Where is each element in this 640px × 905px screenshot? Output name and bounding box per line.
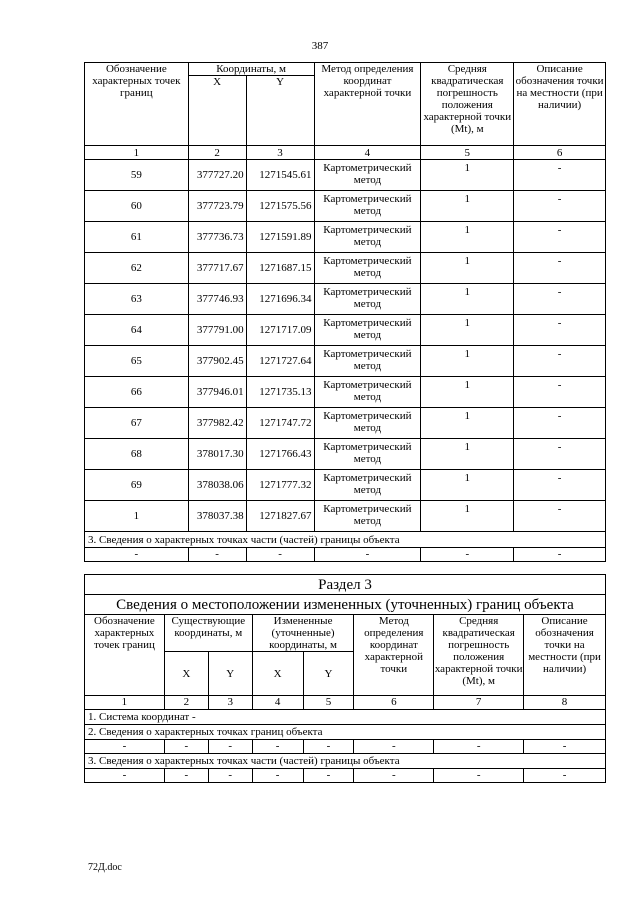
coord-x: 377902.45: [188, 346, 246, 377]
description-value: -: [514, 160, 606, 191]
method: Картометрический метод: [314, 253, 421, 284]
coord-y: 1271575.56: [246, 191, 314, 222]
coord-y: 1271545.61: [246, 160, 314, 191]
dash-cell: -: [208, 740, 252, 754]
method: Картометрический метод: [314, 501, 421, 532]
error-value: 1: [421, 408, 514, 439]
col-number: 3: [208, 696, 252, 710]
dash-cell: -: [246, 548, 314, 562]
dash-cell: -: [303, 740, 354, 754]
description-value: -: [514, 346, 606, 377]
point-number: 65: [85, 346, 189, 377]
point-number: 61: [85, 222, 189, 253]
method: Картометрический метод: [314, 315, 421, 346]
header-changed: Измененные (уточненные) координаты, м: [252, 615, 354, 652]
header-x: X: [188, 76, 246, 146]
point-number: 64: [85, 315, 189, 346]
error-value: 1: [421, 377, 514, 408]
dash-cell: -: [85, 740, 165, 754]
dash-cell: -: [524, 769, 606, 783]
coord-x: 378037.38: [188, 501, 246, 532]
dash-cell: -: [303, 769, 354, 783]
coord-y: 1271827.67: [246, 501, 314, 532]
footer-filename: 72Д.doc: [88, 862, 122, 873]
section-parts-title: 3. Сведения о характерных точках части (частей) границы объекта: [85, 532, 606, 548]
coordinates-table: [84, 62, 606, 562]
header-designation: Обозначение характерных точек границ: [85, 63, 189, 146]
dash-cell: -: [85, 769, 165, 783]
point-number: 67: [85, 408, 189, 439]
table-row: [85, 377, 606, 408]
coord-x: 377717.67: [188, 253, 246, 284]
dash-cell: -: [514, 548, 606, 562]
point-number: 68: [85, 439, 189, 470]
coord-y: 1271777.32: [246, 470, 314, 501]
col-number: 5: [303, 696, 354, 710]
coord-x: 377746.93: [188, 284, 246, 315]
section-subtitle: Сведения о местоположении измененных (уточненных) границ объекта: [85, 595, 606, 615]
method: Картометрический метод: [314, 160, 421, 191]
table-row: [85, 222, 606, 253]
dash-cell: -: [434, 740, 524, 754]
row-boundary-points: 2. Сведения о характерных точках границ объекта: [85, 725, 606, 740]
header-existing: Существующие координаты, м: [164, 615, 252, 652]
col-number: 5: [421, 146, 514, 160]
dash-cell: -: [164, 740, 208, 754]
method: Картометрический метод: [314, 377, 421, 408]
description-value: -: [514, 408, 606, 439]
coord-y: 1271717.09: [246, 315, 314, 346]
error-value: 1: [421, 315, 514, 346]
col-number: 3: [246, 146, 314, 160]
coord-x: 377736.73: [188, 222, 246, 253]
col-number: 4: [252, 696, 303, 710]
point-number: 60: [85, 191, 189, 222]
section-title: Раздел 3: [85, 575, 606, 595]
description-value: -: [514, 222, 606, 253]
method: Картометрический метод: [314, 284, 421, 315]
header-y-existing: Y: [208, 652, 252, 696]
method: Картометрический метод: [314, 222, 421, 253]
error-value: 1: [421, 191, 514, 222]
header-designation: Обозначение характерных точек границ: [85, 615, 165, 696]
method: Картометрический метод: [314, 439, 421, 470]
description-value: -: [514, 501, 606, 532]
col-number: 2: [164, 696, 208, 710]
col-number: 7: [434, 696, 524, 710]
dash-cell: -: [188, 548, 246, 562]
table-row: [85, 253, 606, 284]
dash-cell: -: [421, 548, 514, 562]
table-row: [85, 501, 606, 532]
dash-cell: -: [164, 769, 208, 783]
table-row: [85, 315, 606, 346]
method: Картометрический метод: [314, 470, 421, 501]
point-number: 63: [85, 284, 189, 315]
col-number: 1: [85, 146, 189, 160]
table-row: [85, 160, 606, 191]
description-value: -: [514, 470, 606, 501]
coord-x: 377982.42: [188, 408, 246, 439]
page-number: 387: [311, 40, 329, 52]
error-value: 1: [421, 346, 514, 377]
col-number: 4: [314, 146, 421, 160]
coord-x: 377723.79: [188, 191, 246, 222]
description-value: -: [514, 439, 606, 470]
header-description: Описание обозначения точки на местности (при наличии): [524, 615, 606, 696]
coord-y: 1271591.89: [246, 222, 314, 253]
header-description: Описание обозначения точки на местности (при наличии): [514, 63, 606, 146]
header-error: Средняя квадратическая погрешность положения характерной точки (Mt), м: [434, 615, 524, 696]
dash-cell: -: [314, 548, 421, 562]
coord-y: 1271735.13: [246, 377, 314, 408]
description-value: -: [514, 191, 606, 222]
method: Картометрический метод: [314, 346, 421, 377]
dash-cell: -: [85, 548, 189, 562]
col-number: 1: [85, 696, 165, 710]
header-coords: Координаты, м: [188, 63, 314, 76]
table-row: [85, 408, 606, 439]
error-value: 1: [421, 253, 514, 284]
header-y: Y: [246, 76, 314, 146]
coord-y: 1271727.64: [246, 346, 314, 377]
coord-x: 377727.20: [188, 160, 246, 191]
table-row: [85, 284, 606, 315]
header-method: Метод определения координат характерной точки: [314, 63, 421, 146]
dash-cell: -: [354, 740, 434, 754]
col-number: 8: [524, 696, 606, 710]
table-row: [85, 191, 606, 222]
dash-cell: -: [524, 740, 606, 754]
dash-cell: -: [208, 769, 252, 783]
point-number: 66: [85, 377, 189, 408]
coord-y: 1271687.15: [246, 253, 314, 284]
description-value: -: [514, 253, 606, 284]
description-value: -: [514, 377, 606, 408]
section3-table: [84, 574, 606, 783]
error-value: 1: [421, 501, 514, 532]
point-number: 69: [85, 470, 189, 501]
header-x-existing: X: [164, 652, 208, 696]
col-number: 6: [354, 696, 434, 710]
method: Картометрический метод: [314, 408, 421, 439]
error-value: 1: [421, 470, 514, 501]
point-number: 62: [85, 253, 189, 284]
error-value: 1: [421, 284, 514, 315]
method: Картометрический метод: [314, 191, 421, 222]
dash-cell: -: [252, 740, 303, 754]
coord-y: 1271696.34: [246, 284, 314, 315]
coord-x: 377946.01: [188, 377, 246, 408]
description-value: -: [514, 284, 606, 315]
error-value: 1: [421, 439, 514, 470]
coord-x: 378017.30: [188, 439, 246, 470]
dash-cell: -: [434, 769, 524, 783]
col-number: 2: [188, 146, 246, 160]
error-value: 1: [421, 160, 514, 191]
row-part-points: 3. Сведения о характерных точках части (частей) границы объекта: [85, 754, 606, 769]
header-error: Средняя квадратическая погрешность положения характерной точки (Mt), м: [421, 63, 514, 146]
table-row: [85, 346, 606, 377]
error-value: 1: [421, 222, 514, 253]
coord-y: 1271766.43: [246, 439, 314, 470]
header-y-changed: Y: [303, 652, 354, 696]
row-coordinate-system: 1. Система координат -: [85, 710, 606, 725]
header-method: Метод определения координат характерной точки: [354, 615, 434, 696]
header-x-changed: X: [252, 652, 303, 696]
table-row: [85, 439, 606, 470]
col-number: 6: [514, 146, 606, 160]
point-number: 59: [85, 160, 189, 191]
coord-x: 377791.00: [188, 315, 246, 346]
coord-x: 378038.06: [188, 470, 246, 501]
description-value: -: [514, 315, 606, 346]
point-number: 1: [85, 501, 189, 532]
dash-cell: -: [354, 769, 434, 783]
coord-y: 1271747.72: [246, 408, 314, 439]
table-row: [85, 470, 606, 501]
dash-cell: -: [252, 769, 303, 783]
